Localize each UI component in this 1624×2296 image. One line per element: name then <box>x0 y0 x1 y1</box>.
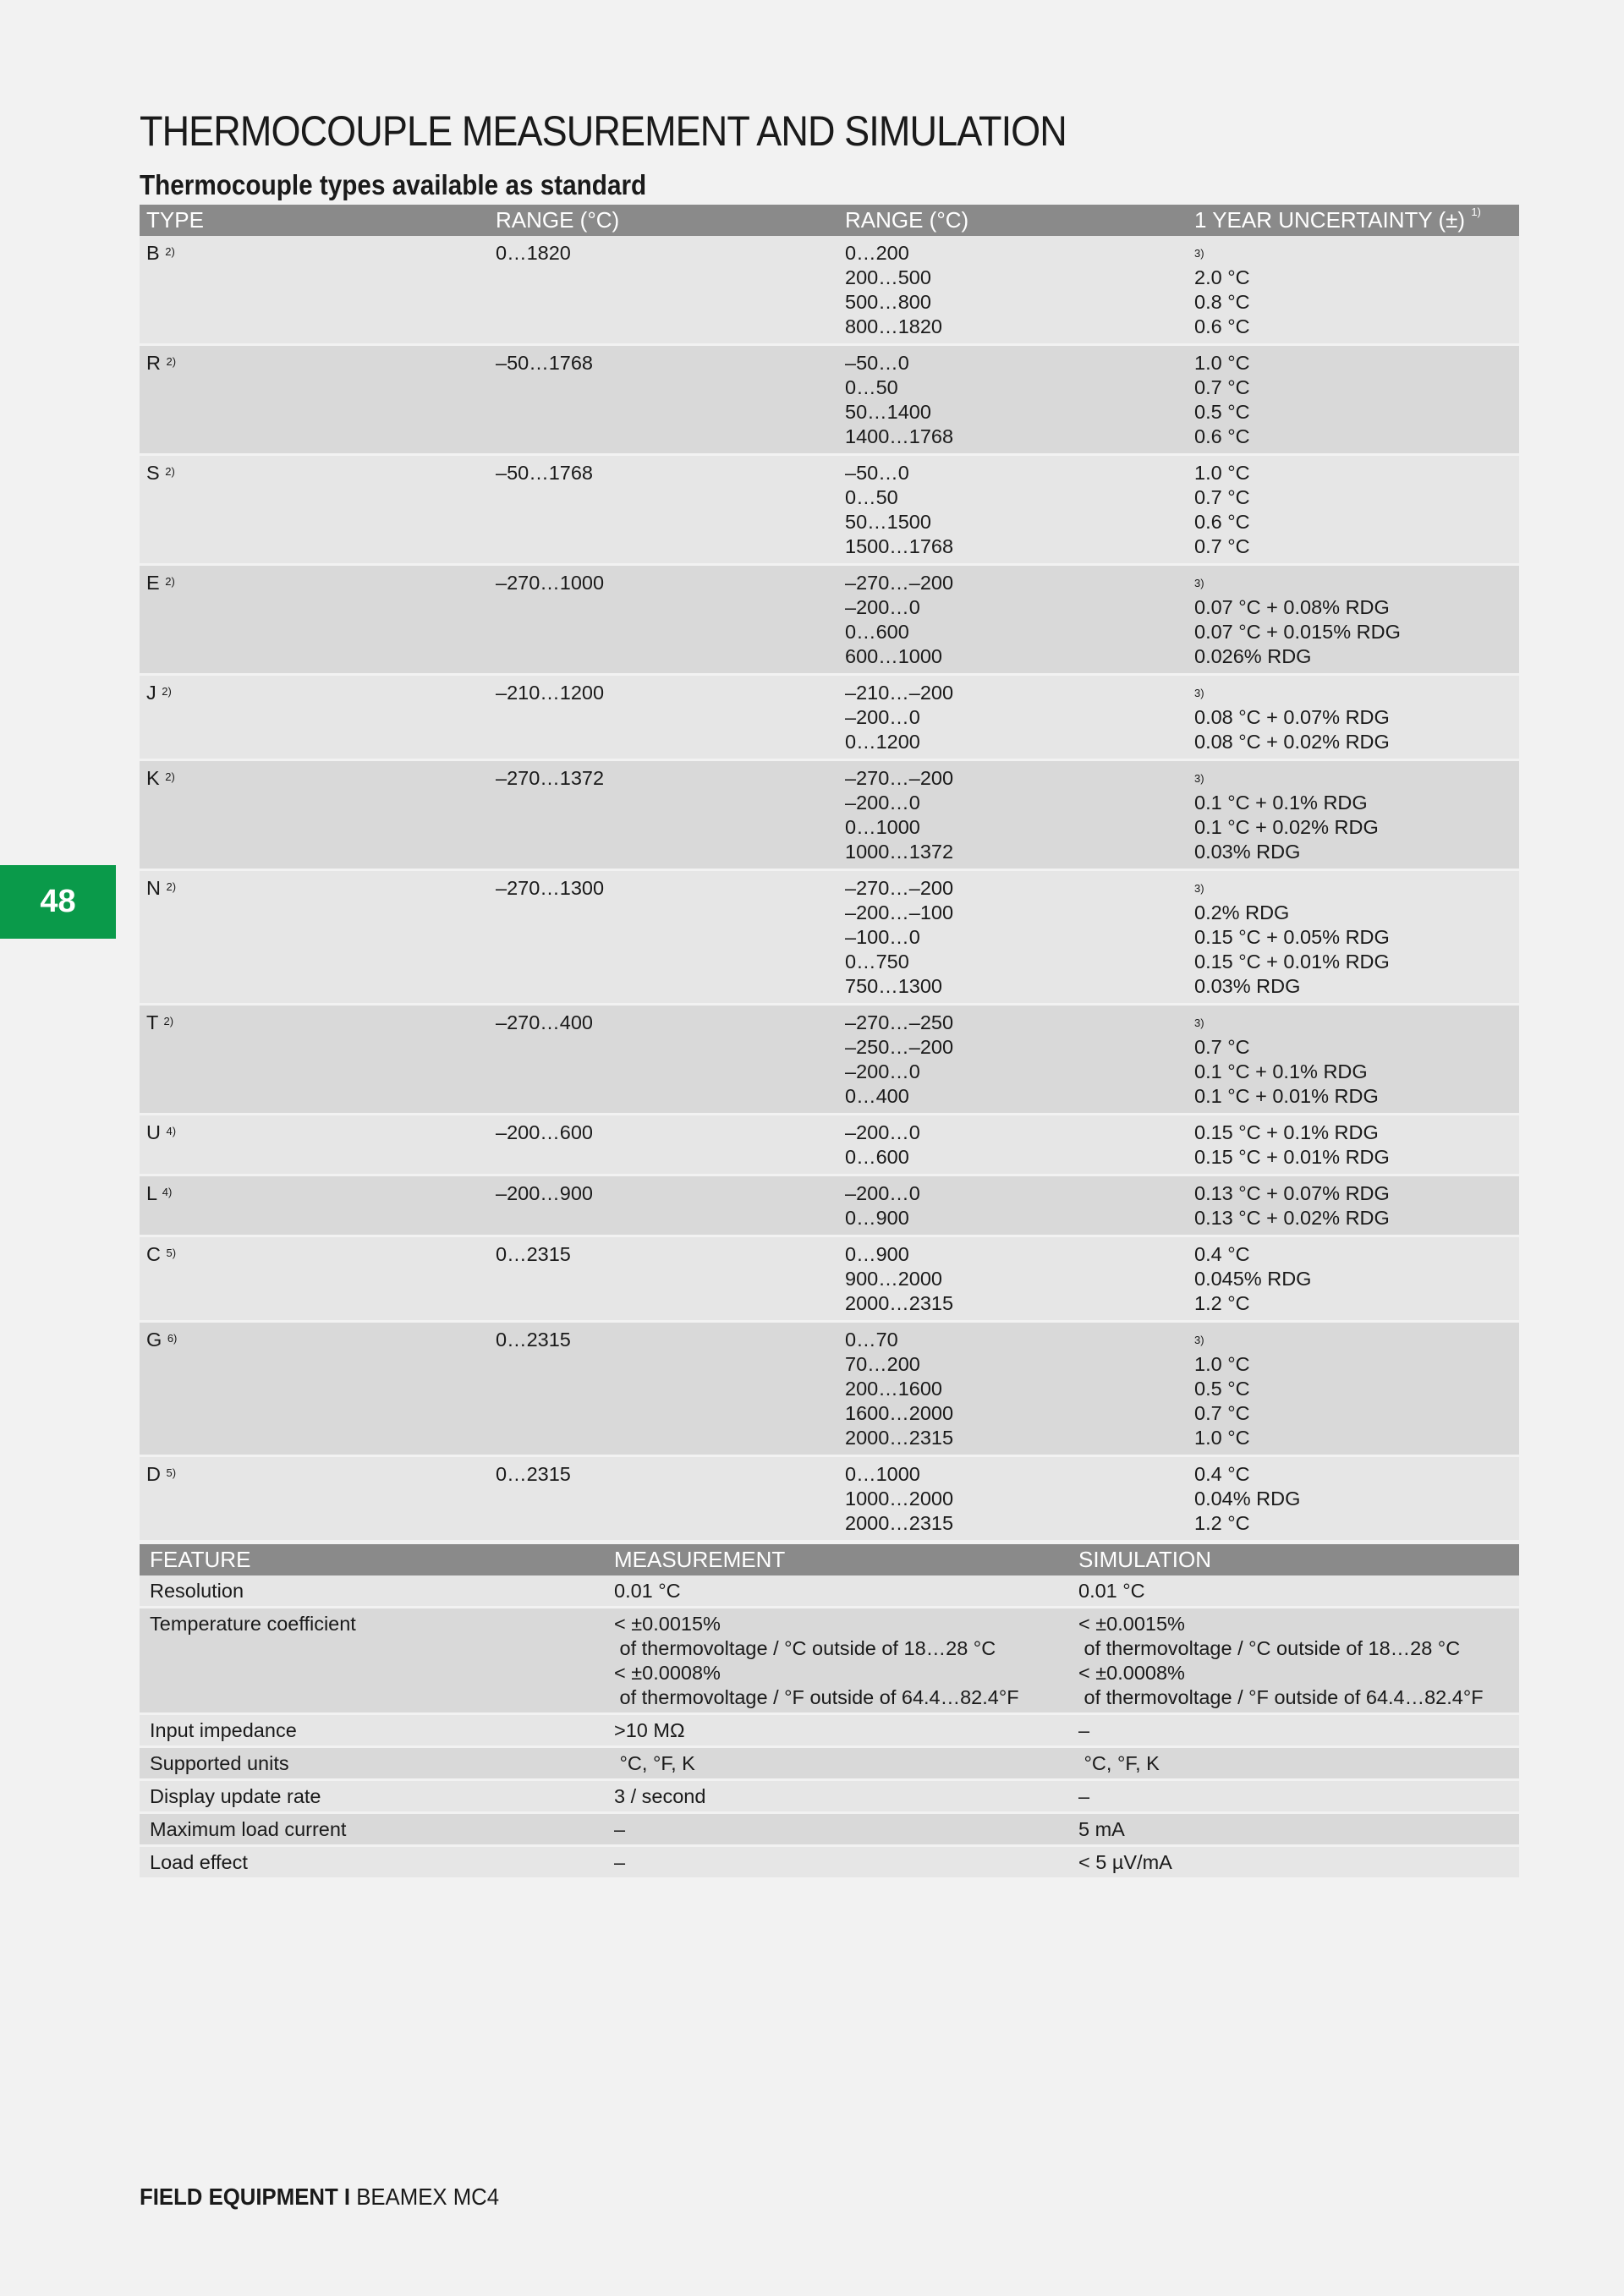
thermocouple-table-body <box>140 236 1519 1542</box>
range-cell <box>489 1115 838 1175</box>
uncertainty-value: 1.0 °C <box>1194 1353 1250 1375</box>
range-cell <box>489 870 838 1005</box>
table-row <box>140 1846 1519 1879</box>
uncertainty-value: 0.04% RDG <box>1194 1488 1301 1510</box>
footnote-marker: 2) <box>165 575 175 588</box>
subrange-cell <box>838 345 1188 455</box>
feature-name-cell <box>140 1608 604 1714</box>
uncertainty-cell <box>1188 870 1519 1005</box>
measurement-cell <box>604 1813 1068 1846</box>
uncertainty-value: 0.7 °C <box>1194 535 1250 557</box>
range-value: 0…2315 <box>496 1329 571 1351</box>
subrange-value: –270…–200 <box>845 877 954 899</box>
table-row <box>140 455 1519 565</box>
uncertainty-value: 1.0 °C <box>1194 1427 1250 1449</box>
uncertainty-value: 0.5 °C <box>1194 1378 1250 1400</box>
uncertainty-value: 0.4 °C <box>1194 1463 1250 1485</box>
footnote-marker: 2) <box>165 770 175 783</box>
subrange-value: 0…70 <box>845 1329 898 1351</box>
measurement-cell <box>604 1575 1068 1608</box>
measurement-value: – <box>614 1818 626 1840</box>
uncertainty-value: 0.08 °C + 0.07% RDG <box>1194 706 1390 728</box>
measurement-cell <box>604 1780 1068 1813</box>
subrange-cell <box>838 236 1188 345</box>
uncertainty-value: 1.0 °C <box>1194 462 1250 484</box>
subrange-value: 0…200 <box>845 242 909 264</box>
feature-name: Resolution <box>150 1580 244 1602</box>
type-cell <box>140 345 489 455</box>
uncertainty-value: 0.15 °C + 0.01% RDG <box>1194 1146 1390 1168</box>
simulation-cell <box>1068 1846 1519 1879</box>
type-cell <box>140 1322 489 1456</box>
uncertainty-value: 0.6 °C <box>1194 425 1250 447</box>
subrange-value: –200…0 <box>845 1121 920 1143</box>
uncertainty-value: 1.2 °C <box>1194 1292 1250 1314</box>
subrange-value: 0…750 <box>845 951 909 973</box>
uncertainty-cell <box>1188 1322 1519 1456</box>
footer-separator: I <box>343 2184 351 2210</box>
uncertainty-cell <box>1188 675 1519 760</box>
subrange-value: 1000…1372 <box>845 841 954 863</box>
type-label: S <box>146 462 160 484</box>
subrange-value: 2000…2315 <box>845 1427 954 1449</box>
subrange-value: 1500…1768 <box>845 535 954 557</box>
footnote-marker: 3) <box>1194 882 1204 895</box>
table-row <box>140 1322 1519 1456</box>
table-header-row <box>140 205 1519 236</box>
subrange-value: 800…1820 <box>845 315 942 337</box>
subrange-value: 200…1600 <box>845 1378 942 1400</box>
type-label: L <box>146 1182 157 1204</box>
column-header-uncertainty <box>1188 205 1519 236</box>
subrange-value: –50…0 <box>845 462 909 484</box>
type-label: N <box>146 877 161 899</box>
subrange-value: 50…1400 <box>845 401 931 423</box>
type-label: G <box>146 1329 162 1351</box>
subrange-cell <box>838 565 1188 675</box>
range-value: 0…2315 <box>496 1463 571 1485</box>
table-row <box>140 565 1519 675</box>
type-cell <box>140 1175 489 1236</box>
table-row <box>140 1005 1519 1115</box>
subrange-value: –200…0 <box>845 1182 920 1204</box>
uncertainty-value: 0.13 °C + 0.07% RDG <box>1194 1182 1390 1204</box>
subrange-cell <box>838 675 1188 760</box>
footnote-marker: 2) <box>165 465 175 478</box>
uncertainty-value: 0.15 °C + 0.1% RDG <box>1194 1121 1379 1143</box>
range-cell <box>489 565 838 675</box>
type-label: E <box>146 572 160 594</box>
uncertainty-value: 0.6 °C <box>1194 511 1250 533</box>
uncertainty-value: 1.2 °C <box>1194 1512 1250 1534</box>
simulation-value: < 5 µV/mA <box>1078 1851 1172 1873</box>
type-label: U <box>146 1121 161 1143</box>
subrange-value: 0…400 <box>845 1085 909 1107</box>
simulation-value: < ±0.0015% <box>1078 1613 1185 1635</box>
footnote-marker: 5) <box>166 1247 177 1259</box>
uncertainty-value: 0.7 °C <box>1194 1402 1250 1424</box>
uncertainty-cell <box>1188 236 1519 345</box>
type-label: B <box>146 242 160 264</box>
simulation-value: of thermovoltage / °F outside of 64.4…82.4°F <box>1078 1686 1484 1708</box>
subrange-value: –200…–100 <box>845 901 954 923</box>
range-value: 0…2315 <box>496 1243 571 1265</box>
type-label: C <box>146 1243 161 1265</box>
uncertainty-value: 0.6 °C <box>1194 315 1250 337</box>
subrange-cell <box>838 1005 1188 1115</box>
measurement-value: >10 MΩ <box>614 1719 685 1741</box>
simulation-cell <box>1068 1813 1519 1846</box>
range-cell <box>489 760 838 870</box>
simulation-value: – <box>1078 1785 1090 1807</box>
subrange-value: –200…0 <box>845 596 920 618</box>
section-title: Thermocouple types available as standard <box>140 169 647 200</box>
subrange-cell <box>838 1236 1188 1322</box>
uncertainty-cell <box>1188 760 1519 870</box>
simulation-value: – <box>1078 1719 1090 1741</box>
page-title: THERMOCOUPLE MEASUREMENT AND SIMULATION <box>140 107 1067 155</box>
uncertainty-value: 0.13 °C + 0.02% RDG <box>1194 1207 1390 1229</box>
feature-table <box>140 1544 1519 1880</box>
type-cell <box>140 1456 489 1542</box>
subrange-value: 0…50 <box>845 376 898 398</box>
subrange-value: 0…50 <box>845 486 898 508</box>
uncertainty-header-label: 1 YEAR UNCERTAINTY (±) <box>1194 207 1466 233</box>
footer-section: FIELD EQUIPMENT <box>140 2184 338 2210</box>
range-cell <box>489 236 838 345</box>
range-value: –270…1000 <box>496 572 605 594</box>
footnote-marker: 3) <box>1194 247 1204 260</box>
subrange-value: –270…–250 <box>845 1011 954 1033</box>
footnote-marker: 3) <box>1194 772 1204 785</box>
feature-name-cell <box>140 1813 604 1846</box>
table-row <box>140 1747 1519 1780</box>
uncertainty-value: 0.15 °C + 0.01% RDG <box>1194 951 1390 973</box>
uncertainty-value: 0.07 °C + 0.08% RDG <box>1194 596 1390 618</box>
uncertainty-cell <box>1188 1175 1519 1236</box>
subrange-value: –200…0 <box>845 706 920 728</box>
subrange-cell <box>838 1115 1188 1175</box>
feature-name-cell <box>140 1575 604 1608</box>
uncertainty-value: 0.1 °C + 0.1% RDG <box>1194 792 1368 814</box>
table-row <box>140 236 1519 345</box>
simulation-value: °C, °F, K <box>1078 1752 1160 1774</box>
range-cell <box>489 1005 838 1115</box>
subrange-value: –210…–200 <box>845 682 954 704</box>
simulation-cell <box>1068 1747 1519 1780</box>
measurement-value: < ±0.0008% <box>614 1662 721 1684</box>
table-row <box>140 1813 1519 1846</box>
subrange-value: 70…200 <box>845 1353 920 1375</box>
range-value: 0…1820 <box>496 242 571 264</box>
subrange-value: 0…900 <box>845 1243 909 1265</box>
table-header-row <box>140 1544 1519 1575</box>
uncertainty-value: 1.0 °C <box>1194 352 1250 374</box>
uncertainty-cell <box>1188 1005 1519 1115</box>
uncertainty-cell <box>1188 565 1519 675</box>
subrange-value: –50…0 <box>845 352 909 374</box>
uncertainty-value: 0.7 °C <box>1194 376 1250 398</box>
table-row <box>140 870 1519 1005</box>
uncertainty-value: 0.1 °C + 0.1% RDG <box>1194 1060 1368 1082</box>
type-cell <box>140 565 489 675</box>
uncertainty-value: 0.1 °C + 0.02% RDG <box>1194 816 1379 838</box>
measurement-value: °C, °F, K <box>614 1752 695 1774</box>
subrange-value: 600…1000 <box>845 645 942 667</box>
type-cell <box>140 1236 489 1322</box>
footnote-marker: 2) <box>165 245 175 258</box>
column-header-subrange: RANGE (°C) <box>838 205 1188 236</box>
subrange-value: 50…1500 <box>845 511 931 533</box>
footnote-marker: 4) <box>162 1186 173 1198</box>
uncertainty-value: 0.03% RDG <box>1194 841 1301 863</box>
uncertainty-value: 0.4 °C <box>1194 1243 1250 1265</box>
type-label: R <box>146 352 161 374</box>
uncertainty-cell <box>1188 1115 1519 1175</box>
measurement-value: – <box>614 1851 626 1873</box>
type-label: D <box>146 1463 161 1485</box>
subrange-value: 0…600 <box>845 621 909 643</box>
subrange-cell <box>838 1322 1188 1456</box>
measurement-cell <box>604 1846 1068 1879</box>
feature-name: Input impedance <box>150 1719 297 1741</box>
subrange-cell <box>838 870 1188 1005</box>
uncertainty-value: 2.0 °C <box>1194 266 1250 288</box>
uncertainty-value: 0.03% RDG <box>1194 975 1301 997</box>
measurement-cell <box>604 1608 1068 1714</box>
type-cell <box>140 675 489 760</box>
column-header-range: RANGE (°C) <box>489 205 838 236</box>
subrange-value: 1400…1768 <box>845 425 954 447</box>
subrange-cell <box>838 455 1188 565</box>
range-value: –50…1768 <box>496 352 593 374</box>
measurement-value: 0.01 °C <box>614 1580 681 1602</box>
subrange-value: –270…–200 <box>845 572 954 594</box>
range-cell <box>489 675 838 760</box>
subrange-value: 0…1000 <box>845 816 920 838</box>
subrange-value: 0…1200 <box>845 731 920 753</box>
footnote-marker: 2) <box>162 685 172 698</box>
simulation-cell <box>1068 1780 1519 1813</box>
subrange-value: 2000…2315 <box>845 1292 954 1314</box>
measurement-value: < ±0.0015% <box>614 1613 721 1635</box>
subrange-value: 0…600 <box>845 1146 909 1168</box>
feature-name-cell <box>140 1846 604 1879</box>
type-label: T <box>146 1011 158 1033</box>
range-value: –210…1200 <box>496 682 605 704</box>
table-row <box>140 1175 1519 1236</box>
type-cell <box>140 236 489 345</box>
uncertainty-value: 0.045% RDG <box>1194 1268 1312 1290</box>
range-value: –270…1372 <box>496 767 605 789</box>
uncertainty-cell <box>1188 455 1519 565</box>
range-value: –270…1300 <box>496 877 605 899</box>
type-cell <box>140 870 489 1005</box>
uncertainty-value: 0.08 °C + 0.02% RDG <box>1194 731 1390 753</box>
subrange-value: 1000…2000 <box>845 1488 954 1510</box>
simulation-value: 0.01 °C <box>1078 1580 1145 1602</box>
footnote-marker: 1) <box>1471 205 1481 218</box>
subrange-value: –200…0 <box>845 792 920 814</box>
type-label: K <box>146 767 160 789</box>
uncertainty-value: 0.5 °C <box>1194 401 1250 423</box>
feature-name-cell <box>140 1747 604 1780</box>
range-cell <box>489 345 838 455</box>
uncertainty-value: 0.15 °C + 0.05% RDG <box>1194 926 1390 948</box>
footer-product: BEAMEX MC4 <box>356 2184 500 2210</box>
simulation-value: < ±0.0008% <box>1078 1662 1185 1684</box>
simulation-value: of thermovoltage / °C outside of 18…28 °C <box>1078 1637 1461 1659</box>
table-row <box>140 1780 1519 1813</box>
subrange-value: –100…0 <box>845 926 920 948</box>
feature-name-cell <box>140 1780 604 1813</box>
column-header-type: TYPE <box>140 205 489 236</box>
table-row <box>140 1714 1519 1747</box>
footnote-marker: 6) <box>167 1332 178 1345</box>
measurement-cell <box>604 1747 1068 1780</box>
type-cell <box>140 760 489 870</box>
simulation-cell <box>1068 1714 1519 1747</box>
table-row <box>140 1608 1519 1714</box>
subrange-value: 1600…2000 <box>845 1402 954 1424</box>
subrange-value: 0…1000 <box>845 1463 920 1485</box>
range-cell <box>489 455 838 565</box>
uncertainty-value: 0.8 °C <box>1194 291 1250 313</box>
footnote-marker: 3) <box>1194 1016 1204 1029</box>
uncertainty-cell <box>1188 1456 1519 1542</box>
subrange-value: 0…900 <box>845 1207 909 1229</box>
subrange-value: –270…–200 <box>845 767 954 789</box>
range-value: –200…600 <box>496 1121 593 1143</box>
table-row <box>140 345 1519 455</box>
range-cell <box>489 1322 838 1456</box>
feature-table-body <box>140 1575 1519 1879</box>
uncertainty-value: 0.07 °C + 0.015% RDG <box>1194 621 1401 643</box>
range-value: –200…900 <box>496 1182 593 1204</box>
column-header-feature: FEATURE <box>140 1544 604 1575</box>
uncertainty-value: 0.026% RDG <box>1194 645 1312 667</box>
range-value: –50…1768 <box>496 462 593 484</box>
subrange-value: 200…500 <box>845 266 931 288</box>
footnote-marker: 2) <box>163 1015 174 1027</box>
simulation-value: 5 mA <box>1078 1818 1125 1840</box>
measurement-value: of thermovoltage / °C outside of 18…28 °C <box>614 1637 996 1659</box>
range-cell <box>489 1175 838 1236</box>
range-cell <box>489 1456 838 1542</box>
uncertainty-value: 0.7 °C <box>1194 1036 1250 1058</box>
table-row <box>140 1456 1519 1542</box>
footnote-marker: 5) <box>166 1466 177 1479</box>
uncertainty-value: 0.7 °C <box>1194 486 1250 508</box>
table-row <box>140 675 1519 760</box>
subrange-value: 500…800 <box>845 291 931 313</box>
column-header-measurement: MEASUREMENT <box>604 1544 1068 1575</box>
table-row <box>140 760 1519 870</box>
subrange-value: 2000…2315 <box>845 1512 954 1534</box>
feature-name: Supported units <box>150 1752 289 1774</box>
footer <box>140 2184 499 2211</box>
measurement-cell <box>604 1714 1068 1747</box>
type-label: J <box>146 682 156 704</box>
feature-name: Temperature coefficient <box>150 1613 356 1635</box>
feature-name: Display update rate <box>150 1785 321 1807</box>
subrange-cell <box>838 1456 1188 1542</box>
footnote-marker: 3) <box>1194 577 1204 589</box>
footnote-marker: 4) <box>166 1125 177 1137</box>
feature-name: Load effect <box>150 1851 248 1873</box>
table-row <box>140 1115 1519 1175</box>
measurement-value: 3 / second <box>614 1785 706 1807</box>
feature-name: Maximum load current <box>150 1818 347 1840</box>
page-number-tab: 48 <box>0 865 116 939</box>
thermocouple-types-table <box>140 205 1519 1543</box>
subrange-value: 750…1300 <box>845 975 942 997</box>
type-cell <box>140 1115 489 1175</box>
measurement-value: of thermovoltage / °F outside of 64.4…82.4°F <box>614 1686 1019 1708</box>
uncertainty-cell <box>1188 1236 1519 1322</box>
subrange-value: –200…0 <box>845 1060 920 1082</box>
uncertainty-value: 0.1 °C + 0.01% RDG <box>1194 1085 1379 1107</box>
simulation-cell <box>1068 1575 1519 1608</box>
feature-name-cell <box>140 1714 604 1747</box>
footnote-marker: 3) <box>1194 1334 1204 1346</box>
subrange-value: 900…2000 <box>845 1268 942 1290</box>
table-row <box>140 1236 1519 1322</box>
type-cell <box>140 1005 489 1115</box>
range-value: –270…400 <box>496 1011 593 1033</box>
subrange-value: –250…–200 <box>845 1036 954 1058</box>
table-row <box>140 1575 1519 1608</box>
type-cell <box>140 455 489 565</box>
uncertainty-value: 0.2% RDG <box>1194 901 1290 923</box>
footnote-marker: 2) <box>166 880 177 893</box>
range-cell <box>489 1236 838 1322</box>
footnote-marker: 3) <box>1194 687 1204 699</box>
subrange-cell <box>838 1175 1188 1236</box>
subrange-cell <box>838 760 1188 870</box>
column-header-simulation: SIMULATION <box>1068 1544 1519 1575</box>
simulation-cell <box>1068 1608 1519 1714</box>
uncertainty-cell <box>1188 345 1519 455</box>
footnote-marker: 2) <box>166 355 177 368</box>
